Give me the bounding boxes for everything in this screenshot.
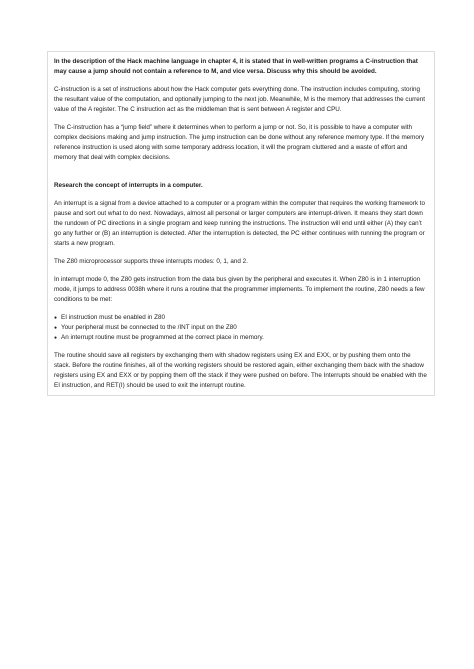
answer-paragraph-4: The Z80 microprocessor supports three interrupts modes: 0, 1, and 2. <box>54 258 248 265</box>
list-item: ● EI instruction must be enabled in Z80 <box>54 313 427 323</box>
answer-paragraph-2: The C-instruction has a “jump field” where it determines when to perform a jump or not. So, it is possible to have a computer with complex decisions making and jump instruction. The jump instruction can be done without any reference memory type. If the memory reference instruction is used along with some temporary address location, it will the program cluttered and a waste of effort and memory that deal with complex decisions. <box>54 124 425 161</box>
answer-paragraph-1: C-instruction is a set of instructions about how the Hack computer gets everything done. The instruction includes computing, storing the resultant value of the computation, and optionally jumping to the next job. Meanwhile, M is the memory that addresses the current value of the A register. The C instruction act as the middleman that is sent between A register and CPU. <box>54 86 426 113</box>
answer-paragraph-3: An interrupt is a signal from a device attached to a computer or a program within the computer that requires the working framework to pause and sort out what to do next. Nowadays, almost all personal or larger computers are interrupt-driven. It means they start down the rundown of PC directions in a single program and keep running the instructions. The instruction will end until either (A) they can’t go any further or (B) an interruption is detected. After the interruption is detected, the PC either continues with running the program or starts a new program. <box>54 200 425 247</box>
list-item: ● An interrupt routine must be programmed at the correct place in memory. <box>54 333 427 343</box>
answer-paragraph-5: In interrupt mode 0, the Z80 gets instruction from the data bus given by the peripheral and executes it. When Z80 is in 1 interruption mode, it jumps to address 0038h where it runs a routine that the programmer implements. To implement the routine, Z80 needs a few conditions to be met: <box>54 276 425 303</box>
section-spacer <box>54 171 427 181</box>
question-1: In the description of the Hack machine language in chapter 4, it is stated that in well-written programs a C-instruction that may cause a jump should not contain a reference to M, and vice versa. Discuss why this should be avoided. <box>54 58 418 75</box>
document-content <box>47 51 435 396</box>
list-item: ● Your peripheral must be connected to the /INT input on the Z80 <box>54 323 427 333</box>
answer-paragraph-6: The routine should save all registers by exchanging them with shadow registers using EX and EXX, or by pushing them onto the stack. Before the routine finishes, all of the working registers should be restored again, either exchanging them back with the shadow registers using EX and EXX or by popping them off the stack if they were pushed on before. The Interrupts should be enabled with the EI instruction, and RET(I) should be used to exit the interrupt routine. <box>54 352 427 389</box>
conditions-list <box>54 313 427 343</box>
question-2: Research the concept of interrupts in a computer. <box>54 182 203 189</box>
